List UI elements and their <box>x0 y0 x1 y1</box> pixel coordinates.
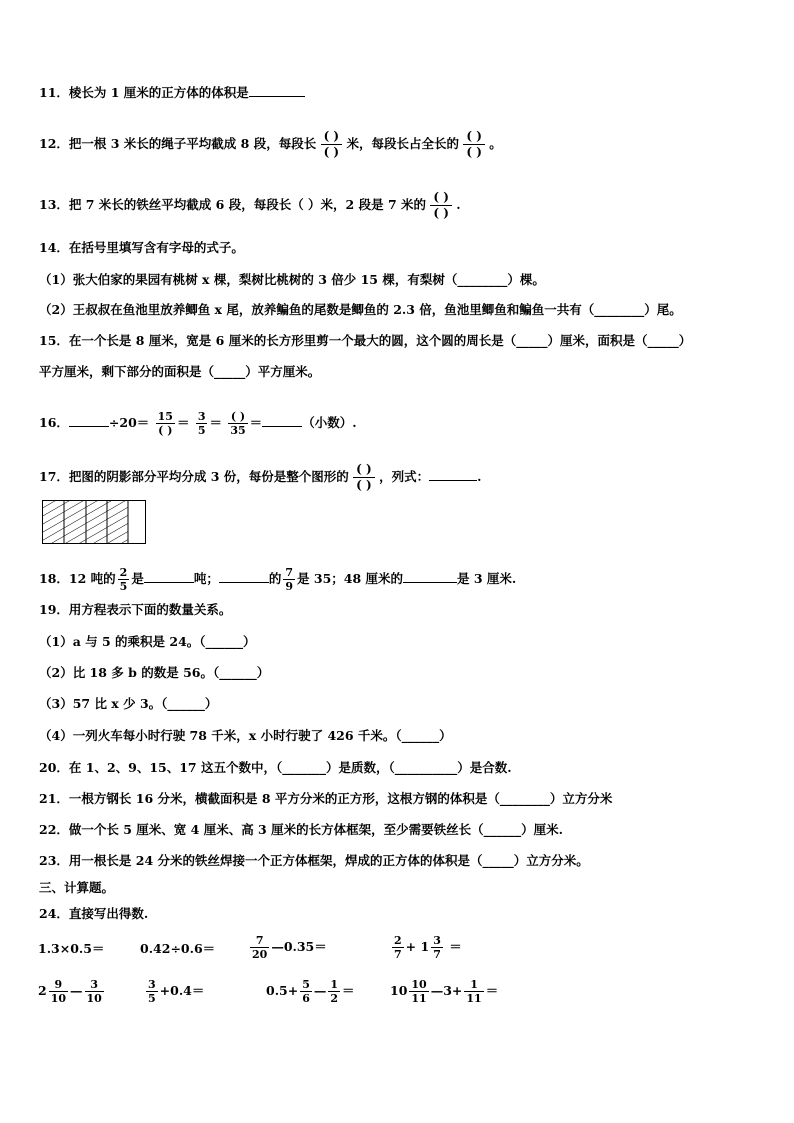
question-19-2: （2）比 18 多 b 的数是 56。（______） <box>39 665 270 680</box>
shaded-rectangle-figure <box>42 500 146 544</box>
answer-blank[interactable] <box>69 414 109 427</box>
question-11: 11．棱长为 1 厘米的正方体的体积是 <box>39 84 305 101</box>
question-20: 20．在 1、2、9、15、17 这五个数中，（_______）是质数，（__________）是合数. <box>39 760 512 775</box>
question-22: 22．做一个长 5 厘米、宽 4 厘米、高 3 厘米的长方体框架，至少需要铁丝长（______）厘米. <box>39 822 563 837</box>
question-18: 18．12 吨的 $\frac{2}{5}$ 是 吨； 的 $\frac{7}{9}$ 是 35；48 厘米的 是 3 厘米. <box>39 566 517 593</box>
fraction: $\frac{15}{( )}$ <box>157 410 173 437</box>
calc-8: 10 $\frac{10}{11}$ —3+ $\frac{1}{11}$ ＝ <box>390 978 499 1005</box>
calc-3: $\frac{7}{20}$ —0.35＝ <box>252 934 327 961</box>
calc-2: 0.42÷0.6＝ <box>140 941 216 956</box>
answer-blank[interactable] <box>429 468 477 481</box>
answer-blank[interactable] <box>219 570 269 583</box>
section-title: 三、计算题。 <box>39 880 115 895</box>
question-19-4: （4）一列火车每小时行驶 78 千米，x 小时行驶了 426 千米。（______） <box>39 728 452 743</box>
question-17: 17．把图的阴影部分平均分成 3 份，每份是整个图形的 $\frac{( )}{( )}$ ，列式： . <box>39 462 482 492</box>
question-14: 14．在括号里填写含有字母的式子。 <box>39 240 244 255</box>
answer-fraction[interactable]: $\frac{( )}{( )}$ <box>463 129 485 160</box>
question-14-2: （2）王叔叔在鱼池里放养鲫鱼 x 尾，放养鳊鱼的尾数是鲫鱼的 2.3 倍，鱼池里鲫鱼和鳊鱼一共有（________）尾。 <box>39 302 682 317</box>
question-24: 24．直接写出得数. <box>39 906 149 921</box>
question-19-1: （1）a 与 5 的乘积是 24。（______） <box>39 634 256 649</box>
question-12: 12．把一根 3 米长的绳子平均截成 8 段，每段长 $\frac{( )}{( )}$ 米，每段长占全长的 $\frac{( )}{( )}$ 。 <box>39 129 502 159</box>
answer-blank[interactable] <box>262 414 302 427</box>
calc-5: 2 $\frac{9}{10}$ — $\frac{3}{10}$ <box>38 978 102 1005</box>
calc-1: 1.3×0.5＝ <box>38 941 105 956</box>
answer-blank[interactable] <box>144 570 194 583</box>
question-16: 16． ÷20＝ $\frac{15}{( )}$ ＝ $\frac{3}{5}$ ＝ $\frac{( )}{35}$ ＝ （小数）. <box>39 410 357 437</box>
question-23: 23．用一根长是 24 分米的铁丝焊接一个正方体框架，焊成的正方体的体积是（_____）立方分米。 <box>39 853 589 868</box>
question-13: 13．把 7 米长的铁丝平均截成 6 段，每段长（ ）米，2 段是 7 米的 $\frac{( )}{( )}$ . <box>39 190 461 220</box>
question-21: 21．一根方钢长 16 分米，横截面积是 8 平方分米的正方形，这根方钢的体积是（________）立方分米 <box>39 791 613 806</box>
answer-blank[interactable] <box>249 84 305 97</box>
fraction: $\frac{( )}{35}$ <box>230 410 246 437</box>
answer-fraction[interactable]: $\frac{( )}{( )}$ <box>430 190 452 221</box>
question-15-cont: 平方厘米，剩下部分的面积是（_____）平方厘米。 <box>39 364 321 379</box>
calc-6: $\frac{3}{5}$ +0.4＝ <box>148 978 205 1005</box>
answer-fraction[interactable]: $\frac{( )}{( )}$ <box>321 129 343 160</box>
question-14-1: （1）张大伯家的果园有桃树 x 棵，梨树比桃树的 3 倍少 15 棵，有梨树（________）棵。 <box>39 272 545 287</box>
answer-fraction[interactable]: $\frac{( )}{( )}$ <box>353 462 375 493</box>
calc-4: $\frac{2}{7}$ + 1 $\frac{3}{7}$ ＝ <box>394 934 462 961</box>
question-15: 15．在一个长是 8 厘米，宽是 6 厘米的长方形里剪一个最大的圆，这个圆的周长是（_____）厘米，面积是（_____） <box>39 333 692 348</box>
question-19: 19．用方程表示下面的数量关系。 <box>39 602 232 617</box>
answer-blank[interactable] <box>403 570 457 583</box>
calc-7: 0.5+ $\frac{5}{6}$ — $\frac{1}{2}$ ＝ <box>266 978 355 1005</box>
fraction: $\frac{3}{5}$ <box>197 410 206 437</box>
question-19-3: （3）57 比 x 少 3。（______） <box>39 696 218 711</box>
